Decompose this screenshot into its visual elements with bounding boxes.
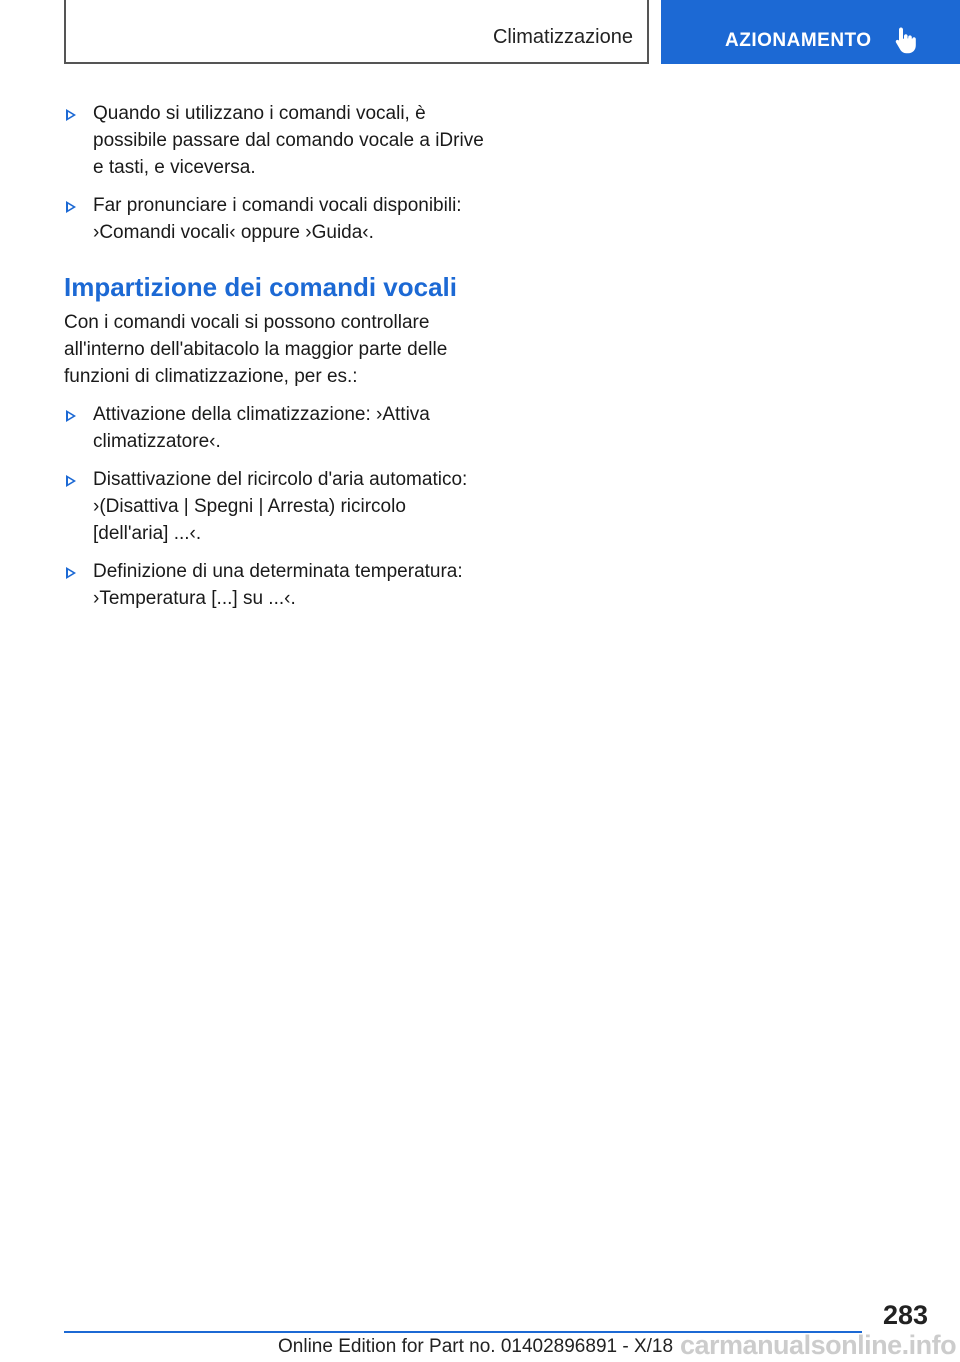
footer-watermark: carmanualsonline.info bbox=[680, 1330, 957, 1360]
section-heading: Impartizione dei comandi vocali bbox=[64, 272, 457, 302]
hand-pointer-icon bbox=[894, 26, 920, 54]
voice-command-list bbox=[64, 401, 484, 612]
list-item-text: Definizione di una determinata temperatura: ›Temperatura [...] su ...‹. bbox=[93, 561, 463, 609]
list-item bbox=[64, 192, 484, 246]
list-item-text: Disattivazione del ricircolo d'aria automatico: ›(Disattiva | Spegni | Arresta) ricircolo [dell'aria] ...‹. bbox=[93, 469, 468, 544]
bullet-triangle-icon bbox=[66, 201, 76, 213]
list-item bbox=[64, 466, 484, 547]
header-frame bbox=[64, 0, 649, 64]
page-number: 283 bbox=[882, 1300, 928, 1330]
bullet-triangle-icon bbox=[66, 475, 76, 487]
footer-edition-text: Online Edition for Part no. 01402896891 - X/18 bbox=[278, 1336, 674, 1357]
list-item-text: Quando si utilizzano i comandi vocali, è possibile passare dal comando vocale a iDrive e tasti, e viceversa. bbox=[93, 103, 484, 178]
list-item bbox=[64, 100, 484, 181]
header-chapter-label: AZIONAMENTO bbox=[725, 30, 872, 51]
top-bullet-list bbox=[64, 100, 484, 246]
main-content bbox=[64, 100, 484, 623]
header-chapter-tab bbox=[661, 0, 960, 64]
bullet-triangle-icon bbox=[66, 567, 76, 579]
section-intro: Con i comandi vocali si possono controllare all'interno dell'abitacolo la maggior parte delle funzioni di climatizzazione, per es.: bbox=[64, 312, 448, 387]
bullet-triangle-icon bbox=[66, 410, 76, 422]
bullet-triangle-icon bbox=[66, 109, 76, 121]
list-item bbox=[64, 558, 484, 612]
list-item-text: Far pronunciare i comandi vocali disponibili: ›Comandi vocali‹ oppure ›Guida‹. bbox=[93, 195, 462, 243]
list-item-text: Attivazione della climatizzazione: ›Attiva climatizzatore‹. bbox=[93, 404, 430, 452]
header-section-title: Climatizzazione bbox=[492, 26, 633, 48]
list-item bbox=[64, 401, 484, 455]
